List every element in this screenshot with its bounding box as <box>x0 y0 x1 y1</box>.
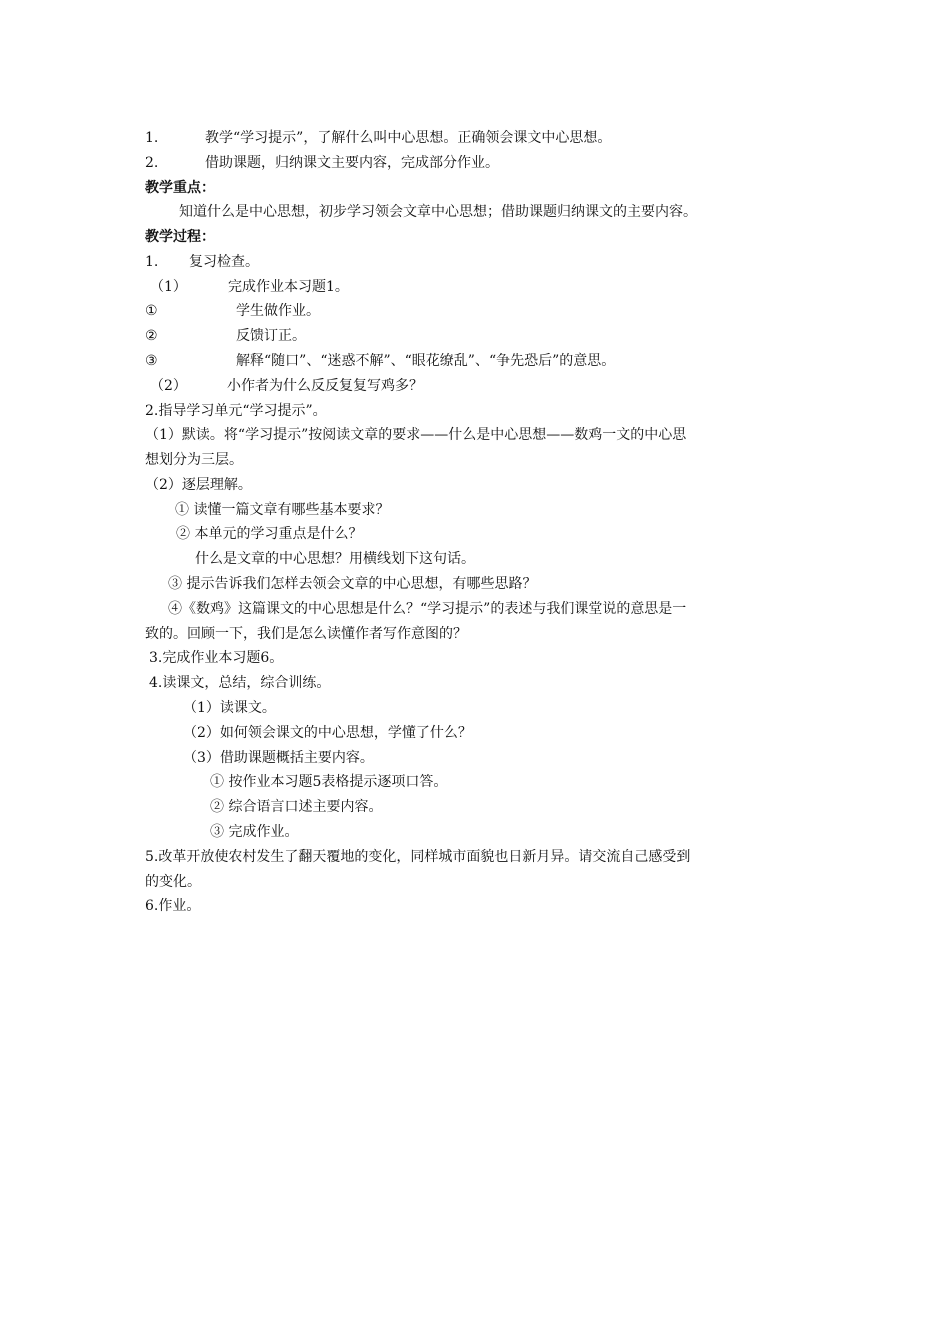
step-2-question-4-line-2: 致的。回顾一下，我们是怎么读懂作者写作意图的？ <box>145 626 467 642</box>
step-6: 6.作业。 <box>145 898 201 914</box>
step-1-item-2-mark: ② <box>145 328 158 344</box>
step-4-sub-3: （3）借助课题概括主要内容。 <box>183 750 374 766</box>
step-2-para-2: （2）逐层理解。 <box>145 477 252 493</box>
step-1-sub-2-text: 小作者为什么反反复复写鸡多？ <box>227 378 423 394</box>
step-2-para-1-line-1: （1）默读。将“学习提示”按阅读文章的要求——什么是中心思想——数鸡一文的中心思 <box>145 427 687 443</box>
step-2-question-2-sub: 什么是文章的中心思想？用横线划下这句话。 <box>195 551 475 567</box>
step-5-line-1: 5.改革开放使农村发生了翻天覆地的变化，同样城市面貌也日新月异。请交流自己感受到 <box>145 849 691 865</box>
step-4-sub-3-item-2: ② 综合语言口述主要内容。 <box>210 799 383 815</box>
step-2-para-1-line-2: 想划分为三层。 <box>145 452 243 468</box>
key-points-heading: 教学重点： <box>145 180 215 196</box>
key-points-text: 知道什么是中心思想，初步学习领会文章中心思想；借助课题归纳课文的主要内容。 <box>179 204 697 220</box>
objective-1-text: 教学“学习提示”，了解什么叫中心思想。正确领会课文中心思想。 <box>205 130 612 146</box>
step-1-sub-1 <box>150 277 349 297</box>
step-5-line-2: 的变化。 <box>145 874 201 890</box>
step-1-item-2-text: 反馈订正。 <box>236 328 306 344</box>
step-1-item-1-text: 学生做作业。 <box>236 303 320 319</box>
step-2-question-3: ③ 提示告诉我们怎样去领会文章的中心思想，有哪些思路？ <box>168 576 537 592</box>
step-1-sub-1-number: （1） <box>150 279 187 295</box>
step-1-item-1 <box>145 301 320 321</box>
step-4-sub-3-item-3: ③ 完成作业。 <box>210 824 299 840</box>
step-2-question-2: ② 本单元的学习重点是什么？ <box>176 526 363 542</box>
step-1-item-2 <box>145 326 306 346</box>
step-2-question-4-line-1: ④《数鸡》这篇课文的中心思想是什么？“学习提示”的表述与我们课堂说的意思是一 <box>168 601 687 617</box>
objective-2 <box>145 153 499 173</box>
step-1-item-3 <box>145 351 615 371</box>
objective-1 <box>145 128 611 148</box>
process-heading: 教学过程： <box>145 229 215 245</box>
step-1-item-1-mark: ① <box>145 303 158 319</box>
objective-1-number: 1. <box>145 130 159 146</box>
step-2-question-1: ① 读懂一篇文章有哪些基本要求？ <box>175 502 390 518</box>
objective-2-text: 借助课题，归纳课文主要内容，完成部分作业。 <box>205 155 499 171</box>
step-1-sub-2 <box>150 376 423 396</box>
step-4: 4.读课文，总结，综合训练。 <box>149 675 331 691</box>
step-1-sub-2-number: （2） <box>150 378 187 394</box>
objective-2-number: 2. <box>145 155 159 171</box>
step-1-sub-1-text: 完成作业本习题1。 <box>228 279 349 295</box>
step-4-sub-2: （2）如何领会课文的中心思想，学懂了什么？ <box>183 725 472 741</box>
step-1-text: 复习检查。 <box>189 254 259 270</box>
step-1 <box>145 252 259 272</box>
step-1-item-3-text: 解释“随口”、“迷惑不解”、“眼花缭乱”、“争先恐后”的意思。 <box>236 353 616 369</box>
step-4-sub-3-item-1: ① 按作业本习题5表格提示逐项口答。 <box>210 774 448 790</box>
step-2: 2.指导学习单元“学习提示”。 <box>145 403 327 419</box>
step-1-item-3-mark: ③ <box>145 353 158 369</box>
step-4-sub-1: （1）读课文。 <box>183 700 276 716</box>
step-1-number: 1. <box>145 254 159 270</box>
step-3: 3.完成作业本习题6。 <box>149 650 284 666</box>
